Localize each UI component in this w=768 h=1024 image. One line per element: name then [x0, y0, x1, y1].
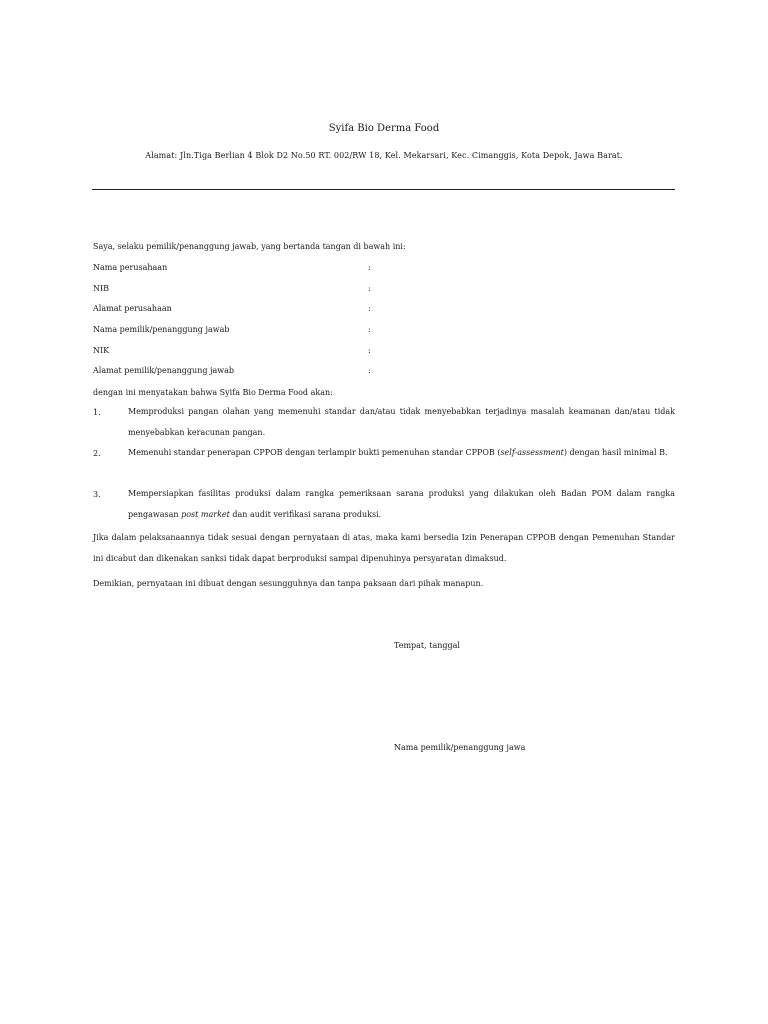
item-text-3: [128, 484, 675, 525]
field-label-nik: NIK: [93, 346, 110, 355]
field-colon-nib: :: [368, 284, 371, 293]
field-label-nib: NIB: [93, 284, 110, 293]
item-2-text-after: ) dengan hasil minimal B.: [563, 448, 668, 457]
item-3-text-after: dan audit verifikasi sarana produksi.: [229, 509, 382, 519]
field-colon-company-address: :: [368, 304, 371, 313]
header-divider: [92, 189, 675, 190]
declaration-text: dengan ini menyatakan bahwa Syifa Bio Derma Food akan:: [93, 388, 333, 397]
field-colon-owner-address: :: [368, 366, 371, 375]
field-colon-owner-name: :: [368, 325, 371, 334]
intro-text: Saya, selaku pemilik/penanggung jawab, yang bertanda tangan di bawah ini:: [93, 242, 406, 251]
field-label-owner-name: Nama pemilik/penanggung jawab: [93, 325, 230, 334]
item-3-text-before: Mempersiapkan fasilitas produksi dalam rangka pemeriksaan sarana produksi yang dilakukan oleh Badan POM dalam rangka pengawasan: [128, 489, 675, 519]
field-label-company-address: Alamat perusahaan: [93, 304, 172, 313]
signature-name: Nama pemilik/penanggung jawa: [394, 743, 526, 752]
closing-paragraph: Demikian, pernyataan ini dibuat dengan sesungguhnya dan tanpa paksaan dari pihak manapun.: [93, 579, 484, 588]
item-number-2: 2.: [93, 449, 101, 458]
company-address: Alamat: Jln.Tiga Berlian 4 Blok D2 No.50 RT. 002/RW 18, Kel. Mekarsari, Kec. Cimanggis, Kota Depok, Jawa Barat.: [145, 151, 623, 160]
item-number-1: 1.: [93, 408, 101, 417]
item-2-text-italic: self-assessment: [500, 448, 564, 457]
item-text-1: Memproduksi pangan olahan yang memenuhi standar dan/atau tidak menyebabkan terjadinya masalah keamanan dan/atau tidak menyebabkan keracunan pangan.: [128, 407, 675, 437]
field-colon-nik: :: [368, 346, 371, 355]
item-3-text-italic: post market: [181, 509, 230, 519]
field-colon-company: :: [368, 263, 371, 272]
signature-place-date: Tempat, tanggal: [394, 641, 460, 650]
item-2-text-before: Memenuhi standar penerapan CPPOB dengan terlampir bukti pemenuhan standar CPPOB (: [128, 448, 501, 457]
company-name: Syifa Bio Derma Food: [328, 123, 440, 134]
field-label-owner-address: Alamat pemilik/penanggung jawab: [93, 366, 235, 375]
item-number-3: 3.: [93, 490, 101, 499]
field-label-company: Nama perusahaan: [93, 263, 168, 272]
violation-paragraph: Jika dalam pelaksanaannya tidak sesuai dengan pernyataan di atas, maka kami bersedia Izin Penerapan CPPOB dengan Pemenuhan Standar ini dicabut dan dikenakan sanksi tidak dapat berproduksi sampai dipenuhinya persyaratan dimaksud.: [93, 533, 675, 563]
item-text-2: [128, 443, 675, 464]
